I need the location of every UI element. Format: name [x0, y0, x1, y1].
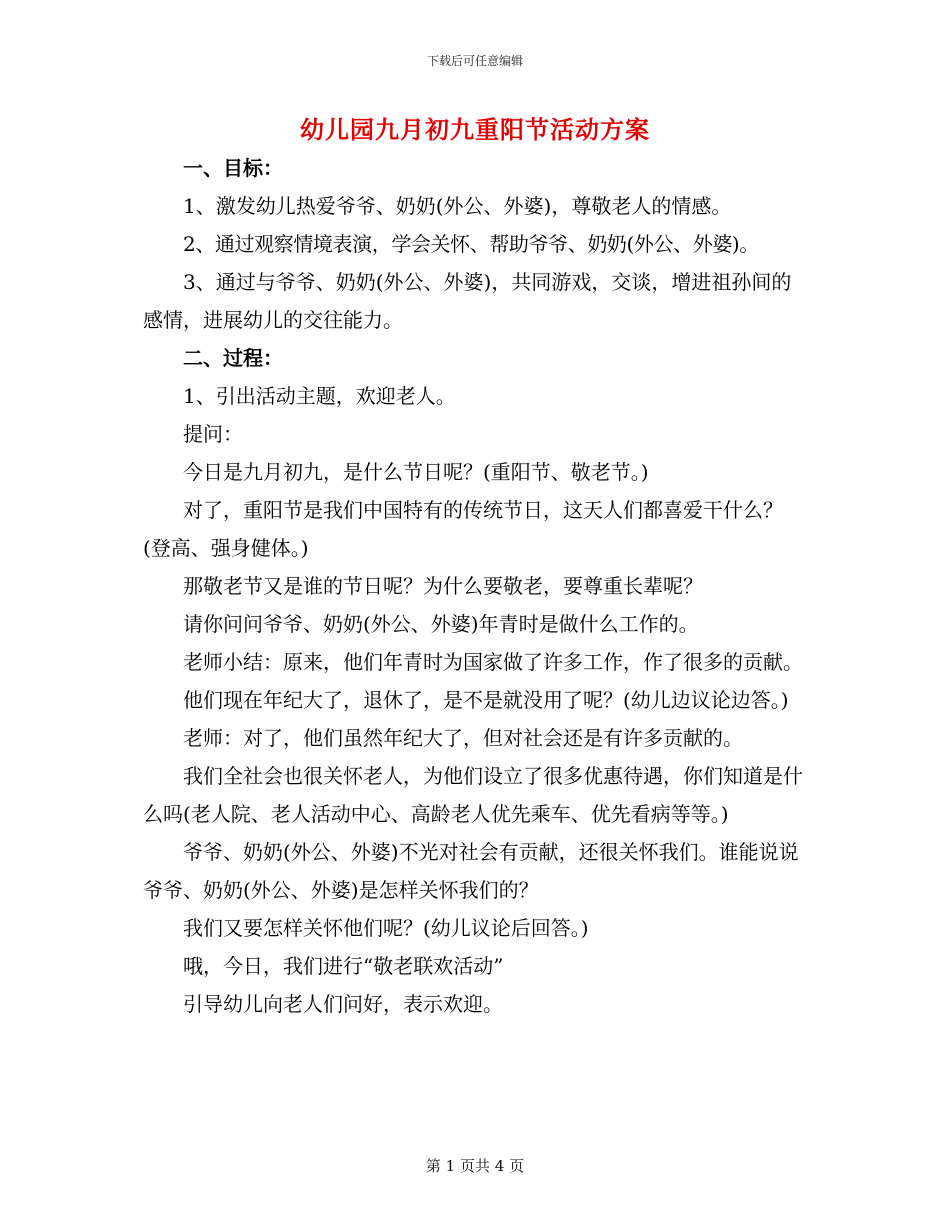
paragraph: 对了，重阳节是我们中国特有的传统节日，这天人们都喜爱干什么？(登高、强身健体。) [143, 498, 783, 560]
page-header-note: 下载后可任意编辑 [426, 54, 523, 68]
page-number: 第 1 页共 4 页 [425, 1157, 525, 1175]
paragraph: 我们又要怎样关怀他们呢？(幼儿议论后回答。) [183, 916, 589, 940]
section-heading-goals: 一、目标： [183, 156, 283, 180]
document-title: 幼儿园九月初九重阳节活动方案 [300, 115, 650, 144]
paragraph: 1、引出活动主题，欢迎老人。 [183, 384, 456, 408]
paragraph: 老师小结：原来，他们年青时为国家做了许多工作，作了很多的贡献。 [183, 650, 803, 674]
paragraph: 哦，今日，我们进行“敬老联欢活动” [183, 954, 504, 978]
paragraph: 那敬老节又是谁的节日呢？为什么要敬老，要尊重长辈呢？ [183, 574, 703, 598]
paragraph: 请你问问爷爷、奶奶(外公、外婆)年青时是做什么工作的。 [183, 612, 699, 636]
paragraph: 2、通过观察情境表演，学会关怀、帮助爷爷、奶奶(外公、外婆)。 [183, 232, 759, 256]
document-body [143, 149, 808, 1023]
paragraph: 他们现在年纪大了，退休了，是不是就没用了呢？(幼儿边议论边答。) [183, 688, 789, 712]
paragraph: 今日是九月初九，是什么节日呢？(重阳节、敬老节。) [183, 460, 649, 484]
paragraph: 我们全社会也很关怀老人，为他们设立了很多优惠待遇，你们知道是什么吗(老人院、老人活动中心、高龄老人优先乘车、优先看病等等。) [143, 764, 803, 826]
paragraph: 1、激发幼儿热爱爷爷、奶奶(外公、外婆)，尊敬老人的情感。 [183, 194, 732, 218]
paragraph: 3、通过与爷爷、奶奶(外公、外婆)，共同游戏，交谈，增进祖孙间的感情，进展幼儿的交往能力。 [143, 270, 792, 332]
paragraph: 引导幼儿向老人们问好，表示欢迎。 [183, 992, 503, 1016]
paragraph: 老师：对了，他们虽然年纪大了，但对社会还是有许多贡献的。 [183, 726, 743, 750]
paragraph: 爷爷、奶奶(外公、外婆)不光对社会有贡献，还很关怀我们。谁能说说爷爷、奶奶(外公、外婆)是怎样关怀我们的？ [143, 840, 799, 902]
paragraph: 提问： [183, 422, 243, 446]
section-heading-process: 二、过程： [183, 346, 283, 370]
